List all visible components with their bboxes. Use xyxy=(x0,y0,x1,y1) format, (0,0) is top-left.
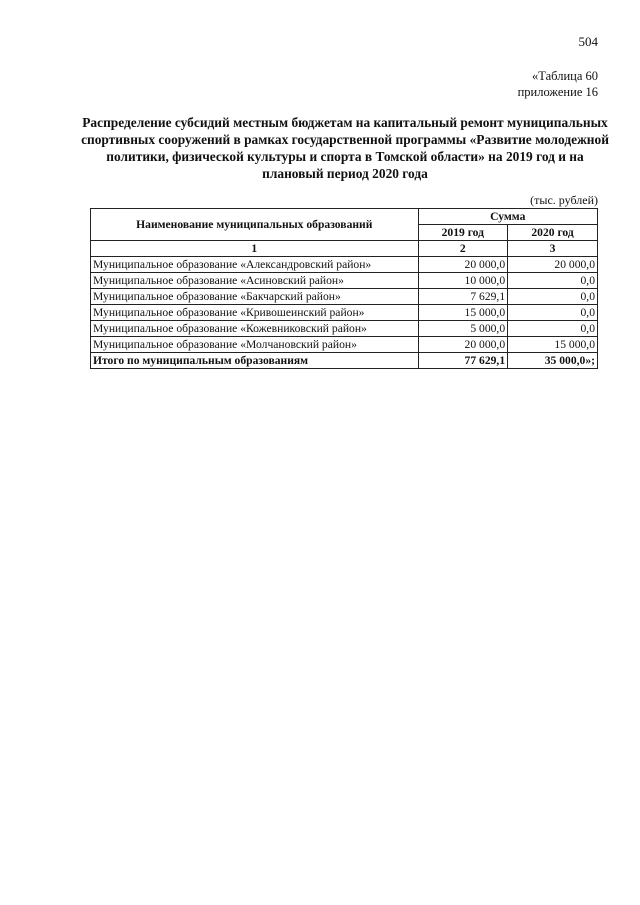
annex-appendix-number: приложение 16 xyxy=(517,85,598,99)
row-amount-2020: 0,0 xyxy=(508,305,598,321)
header-year-2020: 2020 год xyxy=(508,225,598,241)
table-annex-label xyxy=(518,68,598,100)
page-number: 504 xyxy=(578,34,598,49)
row-municipality-name: Муниципальное образование «Молчановский район» xyxy=(91,337,419,353)
table-header-row xyxy=(91,209,598,225)
row-amount-2019: 20 000,0 xyxy=(418,257,508,273)
row-amount-2020: 15 000,0 xyxy=(508,337,598,353)
row-amount-2019: 20 000,0 xyxy=(418,337,508,353)
row-amount-2019: 15 000,0 xyxy=(418,305,508,321)
row-municipality-name: Муниципальное образование «Кривошеинский район» xyxy=(91,305,419,321)
units-label: (тыс. рублей) xyxy=(530,193,598,207)
column-index-2: 2 xyxy=(418,241,508,257)
row-municipality-name: Муниципальное образование «Асиновский район» xyxy=(91,273,419,289)
annex-table-number: «Таблица 60 xyxy=(532,69,598,83)
row-amount-2019: 10 000,0 xyxy=(418,273,508,289)
document-title: Распределение субсидий местным бюджетам на капитальный ремонт муниципальных спортивных сооружений в рамках государственной программы «Развитие молодежной политики, физической культуры и спорта в Томской области» на 2019 год и на плановый период 2020 года xyxy=(81,115,609,181)
row-municipality-name: Муниципальное образование «Александровский район» xyxy=(91,257,419,273)
row-amount-2020: 0,0 xyxy=(508,321,598,337)
table-row xyxy=(91,305,598,321)
header-year-2019: 2019 год xyxy=(418,225,508,241)
row-municipality-name: Муниципальное образование «Кожевниковский район» xyxy=(91,321,419,337)
column-index-3: 3 xyxy=(508,241,598,257)
table-row xyxy=(91,257,598,273)
table-row xyxy=(91,321,598,337)
table-row xyxy=(91,289,598,305)
subsidies-table xyxy=(90,208,598,369)
total-amount-2020: 35 000,0»; xyxy=(508,353,598,369)
table-index-row xyxy=(91,241,598,257)
row-municipality-name: Муниципальное образование «Бакчарский район» xyxy=(91,289,419,305)
row-amount-2019: 5 000,0 xyxy=(418,321,508,337)
column-index-1: 1 xyxy=(91,241,419,257)
row-amount-2020: 0,0 xyxy=(508,273,598,289)
table-row xyxy=(91,273,598,289)
header-municipality-name: Наименование муниципальных образований xyxy=(91,209,419,241)
table-total-row xyxy=(91,353,598,369)
row-amount-2020: 0,0 xyxy=(508,289,598,305)
total-amount-2019: 77 629,1 xyxy=(418,353,508,369)
row-amount-2019: 7 629,1 xyxy=(418,289,508,305)
header-sum: Сумма xyxy=(418,209,597,225)
row-amount-2020: 20 000,0 xyxy=(508,257,598,273)
total-label: Итого по муниципальным образованиям xyxy=(91,353,419,369)
table-row xyxy=(91,337,598,353)
